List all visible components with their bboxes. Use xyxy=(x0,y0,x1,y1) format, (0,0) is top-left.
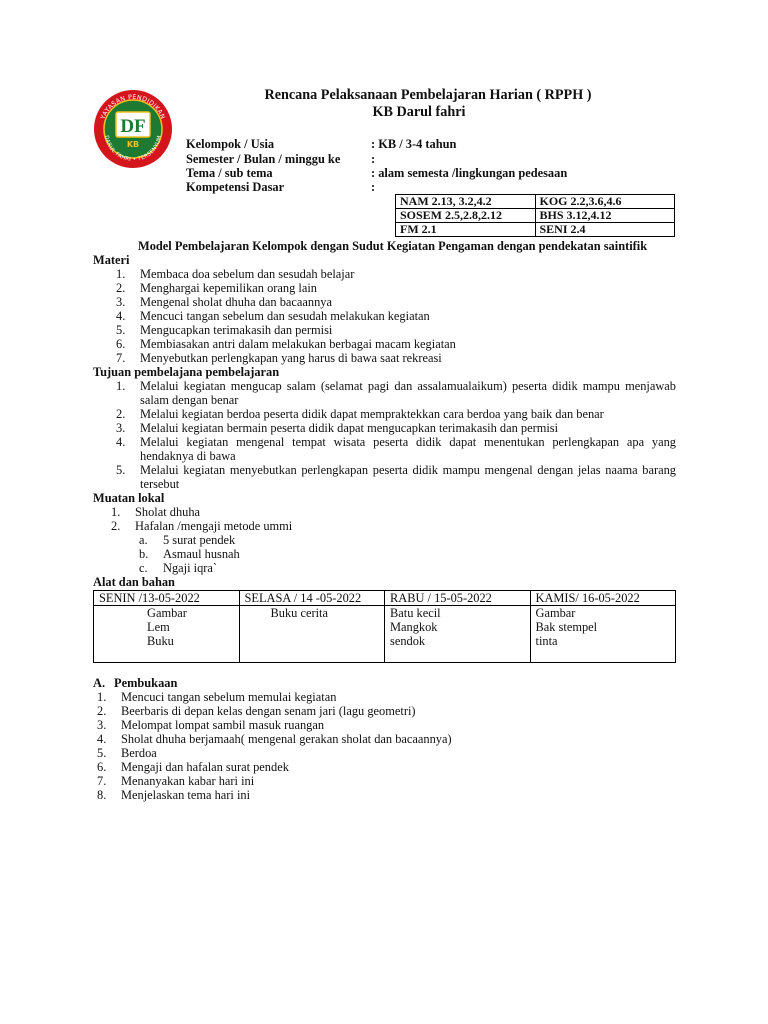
column-header: RABU / 15-05-2022 xyxy=(385,591,531,606)
list-item: 5. Berdoa xyxy=(97,746,157,760)
info-value-kompetensi: : xyxy=(371,180,376,194)
list-item: 2. Melalui kegiatan berdoa peserta didik dapat mempraktekkan cara berdoa yang baik dan benar xyxy=(116,407,604,421)
table-row xyxy=(94,606,676,663)
info-label-tema: Tema / sub tema xyxy=(186,166,273,180)
list-item: 1. Mencuci tangan sebelum memulai kegiatan xyxy=(97,690,337,704)
list-item: b. Asmaul husnah xyxy=(139,547,240,561)
list-item: 6. Mengaji dan hafalan surat pendek xyxy=(97,760,289,774)
column-header: KAMIS/ 16-05-2022 xyxy=(530,591,676,606)
table-cell: FM 2.1 xyxy=(396,223,536,237)
table-cell xyxy=(239,606,385,663)
list-item: 4. Sholat dhuha berjamaah( mengenal gerakan sholat dan bacaannya) xyxy=(97,732,452,746)
cell-item: Buku cerita xyxy=(270,606,328,620)
muatan-sublist xyxy=(139,533,539,575)
list-item: 8. Menjelaskan tema hari ini xyxy=(97,788,251,802)
list-item: 1. Sholat dhuha xyxy=(111,505,201,519)
info-label-kompetensi: Kompetensi Dasar xyxy=(186,180,285,194)
cell-item: tinta xyxy=(535,634,558,648)
table-row xyxy=(396,195,675,209)
list-item: 2. Beerbaris di depan kelas dengan senam jari (lagu geometri) xyxy=(97,704,416,718)
list-item: 5. Melalui kegiatan menyebutkan perlengkapan peserta didik mampu mengenal dengan jelas naama barang tersebut xyxy=(116,463,676,491)
materi-list xyxy=(116,267,676,365)
list-item: 3. Melompat lompat sambil masuk ruangan xyxy=(97,718,325,732)
info-value-kelompok: : KB / 3-4 tahun xyxy=(371,137,457,151)
list-item: 1. Membaca doa sebelum dan sesudah belajar xyxy=(116,267,355,281)
table-cell xyxy=(530,606,676,663)
pembukaan-letter: A. xyxy=(93,676,106,690)
list-item: c. Ngaji iqra` xyxy=(139,561,218,575)
materi-heading: Materi xyxy=(93,253,130,267)
cell-item: Mangkok xyxy=(390,620,438,634)
list-item: 7. Menanyakan kabar hari ini xyxy=(97,774,255,788)
pembukaan-heading: Pembukaan xyxy=(114,676,178,690)
table-row xyxy=(396,223,675,237)
cell-item: Gambar xyxy=(147,606,187,620)
list-item: a. 5 surat pendek xyxy=(139,533,236,547)
list-item: 7. Menyebutkan perlengkapan yang harus di bawa saat rekreasi xyxy=(116,351,442,365)
list-item: 4. Melalui kegiatan mengenal tempat wisata peserta didik dapat menentukan perlengkapan apa yang hendaknya di bawa xyxy=(116,435,676,463)
list-item: 4. Mencuci tangan sebelum dan sesudah melakukan kegiatan xyxy=(116,309,430,323)
table-row xyxy=(396,209,675,223)
cell-item: Batu kecil xyxy=(390,606,441,620)
cell-item: Lem xyxy=(147,620,170,634)
table-cell xyxy=(385,606,531,663)
list-item: 3. Mengenal sholat dhuha dan bacaannya xyxy=(116,295,332,309)
list-item: 2. Hafalan /mengaji metode ummi xyxy=(111,519,293,533)
table-header-row xyxy=(94,591,676,606)
cell-item: Bak stempel xyxy=(535,620,598,634)
info-label-semester: Semester / Bulan / minggu ke xyxy=(186,152,341,166)
alat-heading: Alat dan bahan xyxy=(93,575,175,589)
cell-item: sendok xyxy=(390,634,426,648)
alat-table xyxy=(93,590,676,663)
muatan-list xyxy=(111,505,611,533)
table-cell: SENI 2.4 xyxy=(535,223,675,237)
list-item: 2. Menghargai kepemilikan orang lain xyxy=(116,281,317,295)
document-title: Rencana Pelaksanaan Pembelajaran Harian ( RPPH ) xyxy=(264,87,592,103)
table-cell: BHS 3.12,4.12 xyxy=(535,209,675,223)
logo-ring-top: YAYASAN PENDIDIKAN xyxy=(99,93,167,121)
table-cell xyxy=(94,606,240,663)
logo-sub: KB xyxy=(126,140,140,149)
cell-item: Buku xyxy=(147,634,174,648)
kompetensi-table xyxy=(395,194,675,237)
column-header: SENIN /13-05-2022 xyxy=(94,591,240,606)
table-cell: NAM 2.13, 3.2,4.2 xyxy=(396,195,536,209)
list-item: 1. Melalui kegiatan mengucap salam (selamat pagi dan assalamualaikum) peserta didik mampu menjawab salam dengan benar xyxy=(116,379,676,407)
list-item: 3. Melalui kegiatan bermain peserta didik dapat mengucapkan terimakasih dan permisi xyxy=(116,421,559,435)
info-value-tema: : alam semesta /lingkungan pedesaan xyxy=(371,166,568,180)
school-name: KB Darul fahri xyxy=(372,104,466,120)
muatan-heading: Muatan lokal xyxy=(93,491,165,505)
list-item: 6. Membiasakan antri dalam melakukan berbagai macam kegiatan xyxy=(116,337,456,351)
cell-item: Gambar xyxy=(535,606,576,620)
pembukaan-list xyxy=(97,690,657,802)
model-pembelajaran: Model Pembelajaran Kelompok dengan Sudut Kegiatan Pengaman dengan pendekatan saintifik xyxy=(138,239,648,253)
info-value-semester: : xyxy=(371,152,376,166)
logo-ring-bottom: DARUL FAHRI • TERSENYUM xyxy=(103,134,163,164)
table-cell: SOSEM 2.5,2.8,2.12 xyxy=(396,209,536,223)
logo-initials: DF xyxy=(120,116,146,137)
info-label-kelompok: Kelompok / Usia xyxy=(186,137,275,151)
tujuan-list xyxy=(116,379,676,491)
table-cell: KOG 2.2,3.6,4.6 xyxy=(535,195,675,209)
list-item: 5. Mengucapkan terimakasih dan permisi xyxy=(116,323,333,337)
column-header: SELASA / 14 -05-2022 xyxy=(239,591,385,606)
tujuan-heading: Tujuan pembelajana pembelajaran xyxy=(93,365,280,379)
